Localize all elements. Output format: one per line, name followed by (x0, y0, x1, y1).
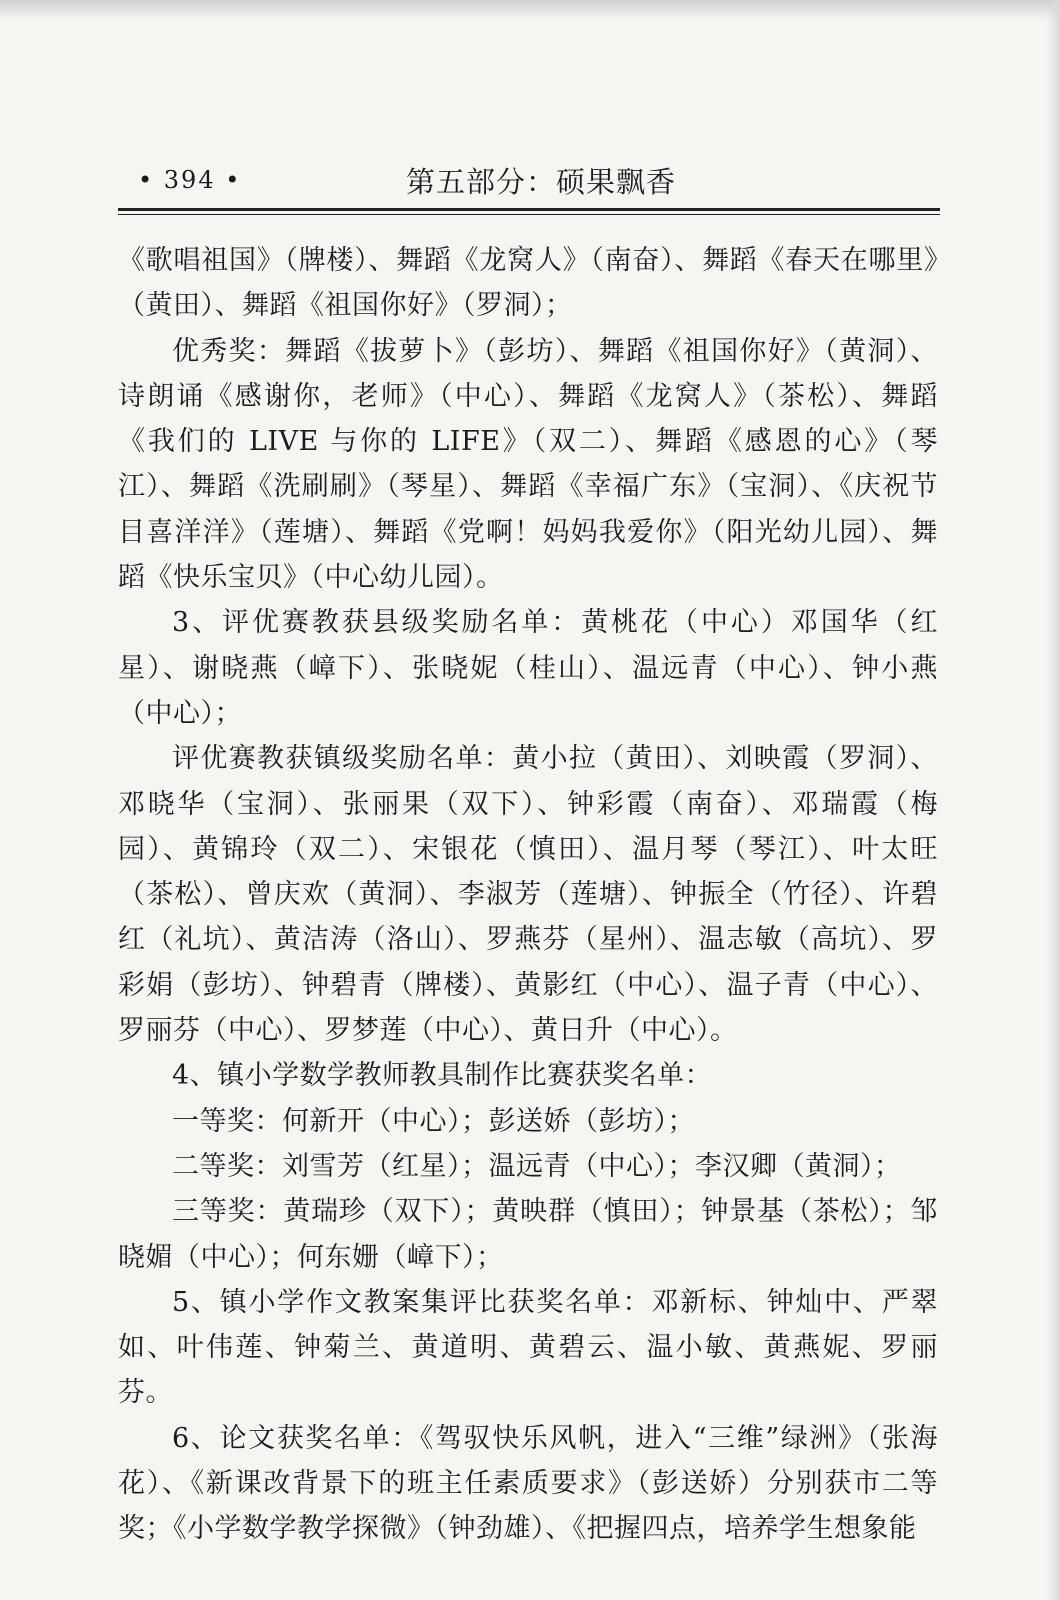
paragraph-thesis-awards: 6、论文获奖名单：《驾驭快乐风帆，进入“三维”绿洲》（张海花）、《新课改背景下的班主任素质要求》（彭送娇）分别获市二等奖；《小学数学教学探微》（钟劲雄）、《把握四点，培养学生想象能 (118, 1422, 938, 1545)
paragraph-dance-awards-continued: 《歌唱祖国》（牌楼）、舞蹈《龙窝人》（南奋）、舞蹈《春天在哪里》（黄田）、舞蹈《祖国你好》（罗洞）； (118, 245, 938, 322)
scan-shadow-top (0, 0, 1060, 20)
paragraph-county-teaching-awards: 3、评优赛教获县级奖励名单：黄桃花（中心）邓国华（红星）、谢晓燕（嶂下）、张晓妮（桂山）、温远青（中心）、钟小燕（中心）； (118, 607, 938, 729)
paragraph-third-prize: 三等奖：黄瑞珍（双下）；黄映群（慎田）；钟景基（茶松）；邹晓媚（中心）；何东姗（嶂下）； (118, 1196, 938, 1273)
paragraph-essay-lesson-plans: 5、镇小学作文教案集评比获奖名单：邓新标、钟灿中、严翠如、叶伟莲、钟菊兰、黄道明、黄碧云、温小敏、黄燕妮、罗丽芬。 (118, 1286, 938, 1409)
paragraph-town-teaching-awards: 评优赛教获镇级奖励名单：黄小拉（黄田）、刘映霞（罗洞）、邓晓华（宝洞）、张丽果（双下）、钟彩霞（南奋）、邓瑞霞（梅园）、黄锦玲（双二）、宋银花（慎田）、温月琴（琴江）、叶太旺（茶松）、曾庆欢（黄洞）、李淑芳（莲塘）、钟振全（竹径）、许碧红（礼坑）、黄洁涛（洛山）、罗燕芬（星州）、温志敏（高坑）、罗彩娟（彭坊）、钟碧青（牌楼）、黄影红（中心）、温子青（中心）、罗丽芬（中心）、罗梦莲（中心）、黄日升（中心）。 (118, 743, 938, 1047)
running-title: 第五部分：硕果飘香 (406, 165, 677, 199)
header-rule-thick (118, 208, 940, 211)
paragraph-first-prize: 一等奖：何新开（中心）；彭送娇（彭坊）； (172, 1105, 695, 1137)
paragraph-second-prize: 二等奖：刘雪芳（红星）；温远青（中心）；李汉卿（黄洞）； (172, 1150, 902, 1182)
paragraph-teaching-aids-heading: 4、镇小学数学教师教具制作比赛获奖名单： (172, 1060, 713, 1092)
page-header (118, 158, 940, 210)
header-rule-thin (118, 214, 940, 215)
body-text (118, 238, 938, 1552)
paragraph-excellence-awards: 优秀奖：舞蹈《拔萝卜》（彭坊）、舞蹈《祖国你好》（黄洞）、诗朗诵《感谢你，老师》（中心）、舞蹈《龙窝人》（茶松）、舞蹈《我们的 LIVE 与你的 LIFE》（双二）、舞蹈《感恩的心》（琴江）、舞蹈《洗刷刷》（琴星）、舞蹈《幸福广东》（宝洞）、《庆祝节目喜洋洋》（莲塘）、舞蹈《党啊！妈妈我爱你》（阳光幼儿园）、舞蹈《快乐宝贝》（中心幼儿园）。 (118, 335, 938, 594)
scan-shadow-right (1046, 0, 1060, 1600)
page-number: • 394 • (138, 166, 242, 194)
